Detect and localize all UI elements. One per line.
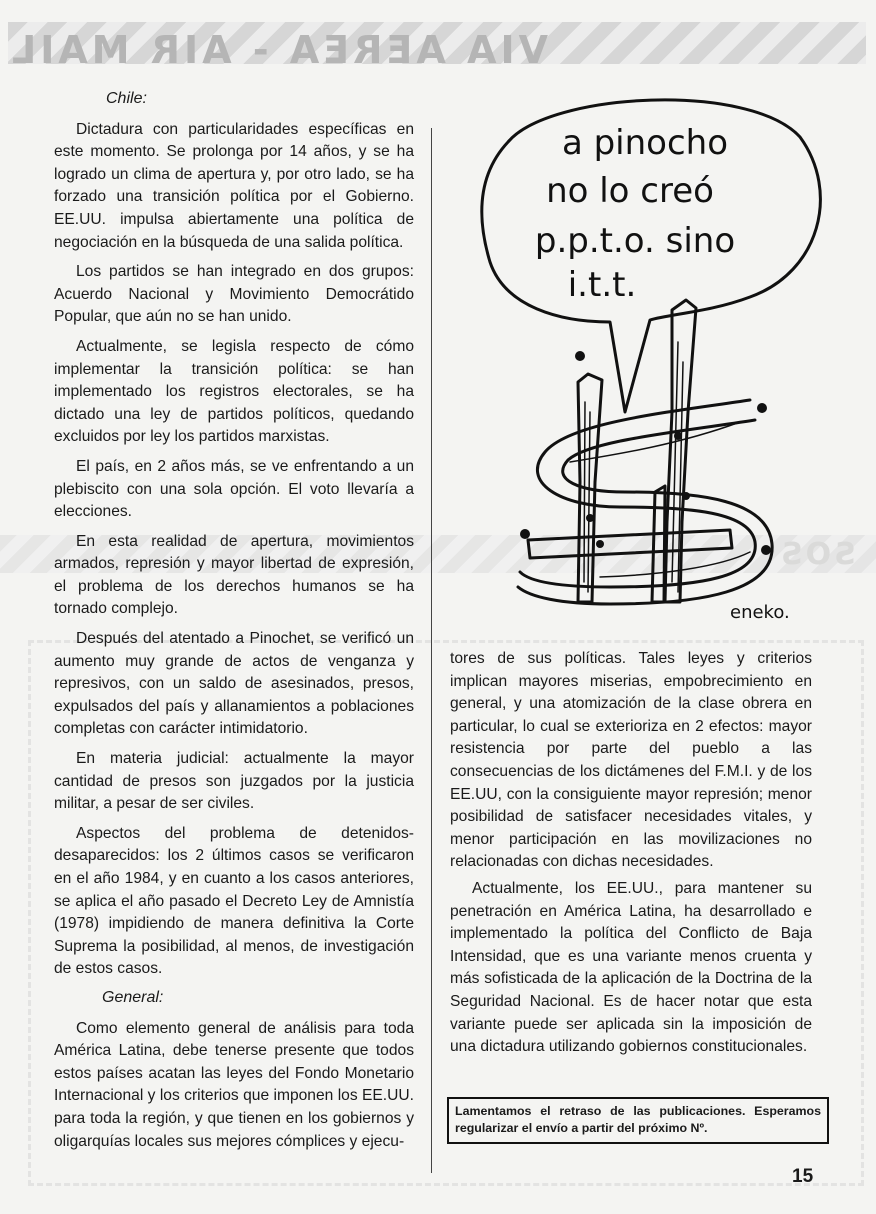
page-number: 15 [792,1166,814,1187]
left-column [54,88,414,1153]
paragraph: Dictadura con particularidades específicas en este momento. Se prolonga por 14 años, y se ha logrado un clima de apertura y, por otro lado, se ha forzado una transición política por el Gobierno. EE.UU. impulsa abiertamente una política de negociación en la búsqueda de una salida política. [54,120,414,251]
paragraph: Aspectos del problema de detenidos-desaparecidos: los 2 últimos casos se verificaron en el año 1984, y en cuanto a los casos anteriores, se aplica el año pasado el Decreto Ley de Amnistía (1978) impidiendo de manera definitiva la Corte Suprema la posibilidad, al menos, de investigación de estos casos. [54,824,414,978]
speech-line-4: i.t.t. [567,265,637,305]
paragraph: En esta realidad de apertura, movimientos armados, represión y mayor libertad de expresión, el problema de los derechos humanos se ha tornado complejo. [54,532,414,618]
dollar-sign-cartoon [450,82,830,642]
artist-signature: eneko. [730,602,790,623]
notice-text: Lamentamos el retraso de las publicaciones. Esperamos regularizar el envío a partir del próximo Nº. [455,1104,821,1135]
right-column [450,648,812,1059]
section-heading-chile: Chile: [106,90,147,107]
column-divider [431,128,432,1173]
publication-delay-notice [447,1097,829,1144]
plank-lower [528,530,732,558]
nails [520,351,771,555]
section-heading-general: General: [102,988,164,1006]
paragraph: Los partidos se han integrado en dos grupos: Acuerdo Nacional y Movimiento Democrátido Popular, que aún no se han unido. [54,263,414,326]
banner-text: VIA AEREA - AIR MAIL [8,28,548,64]
speech-line-2: no lo creó [546,171,714,211]
show-through-text: SOS [778,537,856,572]
paragraph: Actualmente, se legisla respecto de cómo implementar la transición política: se han implementado los registros electorales, se ha dictado una ley de partidos políticos, quedando excluidos por ley los partidos marxistas. [54,337,414,446]
paragraph: Como elemento general de análisis para toda América Latina, debe tenerse presente que todos estos países acatan las leyes del Fondo Monetario Internacional y los criterios que imponen los EE.UU. para toda la región, y que tienen en los gobiernos y oligarquías locales sus mejores cómplices y ejecu- [54,1019,414,1150]
paragraph: En materia judicial: actualmente la mayor cantidad de presos son juzgados por la justicia militar, a pesar de ser civiles. [54,750,414,813]
air-mail-banner [8,22,866,64]
speech-line-1: a pinocho [561,123,729,163]
s-curve-plank-edge [518,420,772,604]
paragraph: Actualmente, los EE.UU., para mantener su penetración en América Latina, ha desarrollado e implementado la política del Conflicto de Baja Intensidad, que es una variante menos cruenta y más sofisticada de la aplicación de la Doctrina de la Seguridad Nacional. Es de hacer notar que esta variante puede ser aplicada sin la imposición de una dictadura utilizando gobiernos constitucionales. [450,879,812,1056]
speech-line-3: p.p.t.o. sino [534,221,736,261]
paragraph: El país, en 2 años más, se ve enfrentando a un plebiscito con una sola opción. El voto llevaría a elecciones. [54,457,414,521]
paragraph: Después del atentado a Pinochet, se verificó un aumento muy grande de actos de venganza y represivos, con un saldo de asesinados, presos, expulsados del país y allanamientos a poblaciones completas con carácter intimidatorio. [54,630,414,738]
paragraph-continuation: tores de sus políticas. Tales leyes y criterios implican mayores miserias, empobrecimiento en general, y una atomización de la clase obrera en particular, lo cual se exterioriza en 2 efectos: mayor resistencia por parte del pueblo a las consecuencias de los dictámenes del F.M.I. y de los EE.UU, con la consiguiente mayor represión; menor posibilidad de satisfacer necesidades vitales, y menor participación en las movilizaciones no relacionadas con dichas necesidades. [450,650,812,871]
